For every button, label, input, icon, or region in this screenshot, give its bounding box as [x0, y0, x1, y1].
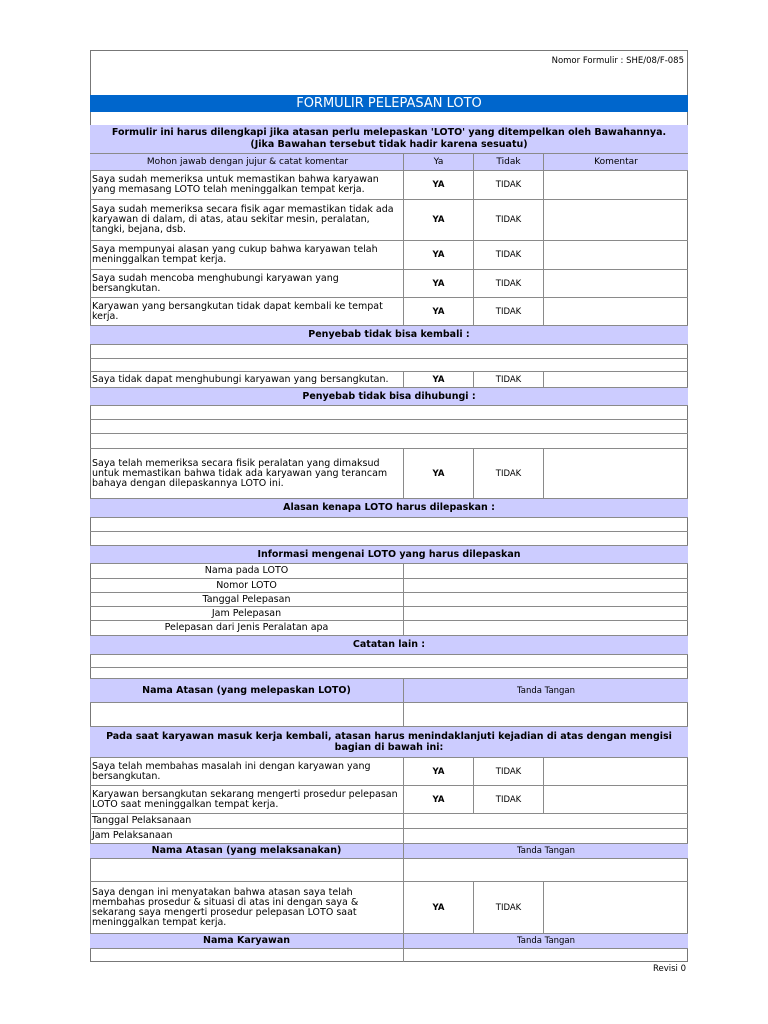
loto-info-value[interactable]	[403, 579, 688, 592]
tidak-label: TIDAK	[495, 902, 522, 913]
tidak-label: TIDAK	[495, 794, 522, 805]
tidak-option[interactable]	[473, 449, 543, 498]
comment-field[interactable]	[543, 449, 688, 498]
supervisor-name-field[interactable]	[90, 703, 403, 726]
header-komentar: Komentar	[543, 154, 688, 170]
exec-date-field[interactable]	[403, 814, 688, 828]
intro-line-2: (Jika Bawahan tersebut tidak hadir karena sesuatu)	[250, 139, 528, 150]
reason-release-line[interactable]	[90, 531, 688, 545]
tidak-label: TIDAK	[495, 180, 522, 190]
header-ya: Ya	[403, 154, 473, 170]
table-header-row	[90, 153, 688, 170]
question-row	[90, 297, 688, 325]
tidak-label: TIDAK	[495, 278, 522, 289]
reason-release-band	[90, 498, 688, 517]
loto-info-label: Jam Pelepasan	[211, 607, 282, 619]
employee-row	[90, 933, 688, 948]
comment-field[interactable]	[543, 270, 688, 297]
signature-field[interactable]	[403, 859, 688, 881]
comment-field[interactable]	[543, 241, 688, 269]
question-text: Karyawan yang bersangkutan tidak dapat kembali ke tempat kerja.	[92, 300, 383, 322]
header-question: Mohon jawab dengan jujur & catat komentar	[146, 157, 349, 167]
supervisor-name-field[interactable]	[90, 859, 403, 881]
ya-option[interactable]: YA	[403, 449, 473, 498]
tidak-option[interactable]	[473, 200, 543, 240]
tidak-option[interactable]	[473, 786, 543, 813]
revision-label: Revisi 0	[652, 964, 686, 974]
other-notes-line[interactable]	[90, 654, 688, 667]
signature-field[interactable]	[403, 949, 688, 962]
comment-field[interactable]	[543, 758, 688, 785]
other-notes-label: Catatan lain :	[352, 639, 426, 650]
loto-info-value[interactable]	[403, 607, 688, 620]
comment-field[interactable]	[543, 372, 688, 387]
loto-info-band	[90, 545, 688, 563]
employee-name-label: Nama Karyawan	[203, 935, 290, 946]
other-notes-line[interactable]	[90, 667, 688, 678]
comment-field[interactable]	[543, 200, 688, 240]
supervisor-release-entry	[90, 702, 688, 726]
question-row	[90, 757, 688, 785]
form-title: FORMULIR PELEPASAN LOTO	[90, 95, 688, 112]
ya-option[interactable]: YA	[403, 200, 473, 240]
loto-info-row	[90, 563, 688, 578]
question-row	[90, 199, 688, 240]
intro-band	[90, 125, 688, 153]
ya-option[interactable]: YA	[403, 171, 473, 199]
ya-option[interactable]: YA	[403, 882, 473, 933]
question-text: Saya telah membahas masalah ini dengan karyawan yang bersangkutan.	[92, 760, 371, 782]
question-row	[90, 448, 688, 498]
tidak-label: TIDAK	[495, 215, 522, 225]
header-tidak: Tidak	[473, 154, 543, 170]
loto-info-label: Nomor LOTO	[216, 579, 277, 591]
form-number: Nomor Formulir : SHE/08/F-085	[551, 56, 684, 66]
intro-line-1: Formulir ini harus dilengkapi jika atasan perlu melepaskan 'LOTO' yang ditempelkan oleh Bawahannya.	[111, 127, 667, 138]
ya-option[interactable]: YA	[403, 241, 473, 269]
loto-info-value[interactable]	[403, 564, 688, 578]
reason-release-label: Alasan kenapa LOTO harus dilepaskan :	[283, 502, 495, 513]
ya-option[interactable]: YA	[403, 372, 473, 387]
tidak-label: TIDAK	[495, 468, 522, 479]
question-text: Saya mempunyai alasan yang cukup bahwa karyawan telah meninggalkan tempat kerja.	[92, 244, 378, 265]
tidak-option[interactable]	[473, 758, 543, 785]
ya-option[interactable]: YA	[403, 758, 473, 785]
question-text: Karyawan bersangkutan sekarang mengerti prosedur pelepasan LOTO saat meninggalkan tempat kerja.	[92, 788, 398, 810]
question-row	[90, 170, 688, 199]
tidak-label: TIDAK	[495, 250, 522, 260]
employee-entry	[90, 948, 688, 962]
ya-option[interactable]: YA	[403, 786, 473, 813]
question-text: Saya tidak dapat menghubungi karyawan yang bersangkutan.	[92, 373, 389, 385]
supervisor-exec-row	[90, 843, 688, 858]
ya-option[interactable]: YA	[403, 270, 473, 297]
loto-info-header: Informasi mengenai LOTO yang harus dilepaskan	[257, 548, 521, 560]
reason-not-return-line[interactable]	[90, 344, 688, 358]
question-row	[90, 881, 688, 933]
question-text: Saya dengan ini menyatakan bahwa atasan saya telah membahas prosedur & situasi di atas ini dengan saya & sekarang saya mengerti prosedur pelepasan LOTO saat meninggalkan tempat kerja.	[92, 886, 359, 928]
reason-release-line[interactable]	[90, 517, 688, 531]
loto-info-value[interactable]	[403, 621, 688, 635]
question-row	[90, 240, 688, 269]
reason-not-contact-label: Penyebab tidak bisa dihubungi :	[302, 390, 476, 402]
followup-band	[90, 726, 688, 757]
tidak-option[interactable]	[473, 171, 543, 199]
exec-time-field[interactable]	[403, 829, 688, 843]
exec-date-label: Tanggal Pelaksanaan	[92, 815, 192, 826]
tidak-option[interactable]	[473, 241, 543, 269]
reason-not-return-band	[90, 325, 688, 344]
tidak-label: TIDAK	[495, 374, 522, 385]
signature-field[interactable]	[403, 703, 688, 726]
comment-field[interactable]	[543, 298, 688, 325]
tidak-label: TIDAK	[495, 766, 522, 777]
loto-info-row	[90, 620, 688, 635]
followup-header: Pada saat karyawan masuk kerja kembali, atasan harus menindaklanjuti kejadian di atas dengan mengisi bagian di bawah ini:	[106, 731, 672, 753]
reason-not-return-line[interactable]	[90, 358, 688, 371]
reason-not-contact-line[interactable]	[90, 419, 688, 433]
signature-label: Tanda Tangan	[403, 934, 688, 948]
supervisor-exec-entry	[90, 858, 688, 881]
question-text: Saya sudah memeriksa untuk memastikan bahwa karyawan yang memasang LOTO telah meninggalkan tempat kerja.	[92, 174, 379, 195]
loto-info-value[interactable]	[403, 593, 688, 606]
reason-not-contact-line[interactable]	[90, 405, 688, 419]
tidak-option[interactable]	[473, 882, 543, 933]
question-text: Saya telah memeriksa secara fisik peralatan yang dimaksud untuk memastikan bahwa tidak ada karyawan yang terancam bahaya dengan dilepaskannya LOTO ini.	[92, 457, 388, 489]
loto-info-row	[90, 592, 688, 606]
question-row	[90, 785, 688, 813]
reason-not-contact-line[interactable]	[90, 433, 688, 448]
employee-name-field[interactable]	[90, 949, 403, 962]
other-notes-band	[90, 635, 688, 654]
loto-info-row	[90, 578, 688, 592]
loto-info-label: Pelepasan dari Jenis Peralatan apa	[164, 622, 329, 633]
tidak-option[interactable]	[473, 270, 543, 297]
tidak-label: TIDAK	[495, 306, 522, 317]
exec-date-row	[90, 813, 688, 828]
comment-field[interactable]	[543, 786, 688, 813]
ya-option[interactable]: YA	[403, 298, 473, 325]
reason-not-return-label: Penyebab tidak bisa kembali :	[308, 329, 470, 340]
supervisor-release-label: Nama Atasan (yang melepaskan LOTO)	[142, 684, 351, 696]
signature-label: Tanda Tangan	[403, 679, 688, 702]
loto-info-row	[90, 606, 688, 620]
comment-field[interactable]	[543, 882, 688, 933]
question-row	[90, 269, 688, 297]
supervisor-exec-label: Nama Atasan (yang melaksanakan)	[151, 845, 342, 856]
loto-info-label: Tanggal Pelepasan	[202, 593, 291, 605]
exec-time-label: Jam Pelaksanaan	[92, 830, 173, 841]
signature-label: Tanda Tangan	[403, 844, 688, 858]
reason-not-contact-band	[90, 387, 688, 405]
question-text: Saya sudah mencoba menghubungi karyawan yang bersangkutan.	[92, 272, 339, 294]
question-text: Saya sudah memeriksa secara fisik agar memastikan tidak ada karyawan di dalam, di atas, atau sekitar mesin, peralatan, tangki, bejana, dsb.	[92, 204, 394, 235]
tidak-option[interactable]	[473, 298, 543, 325]
comment-field[interactable]	[543, 171, 688, 199]
supervisor-release-row	[90, 678, 688, 702]
exec-time-row	[90, 828, 688, 843]
tidak-option[interactable]	[473, 372, 543, 387]
question-row	[90, 371, 688, 387]
loto-info-label: Nama pada LOTO	[204, 565, 289, 576]
